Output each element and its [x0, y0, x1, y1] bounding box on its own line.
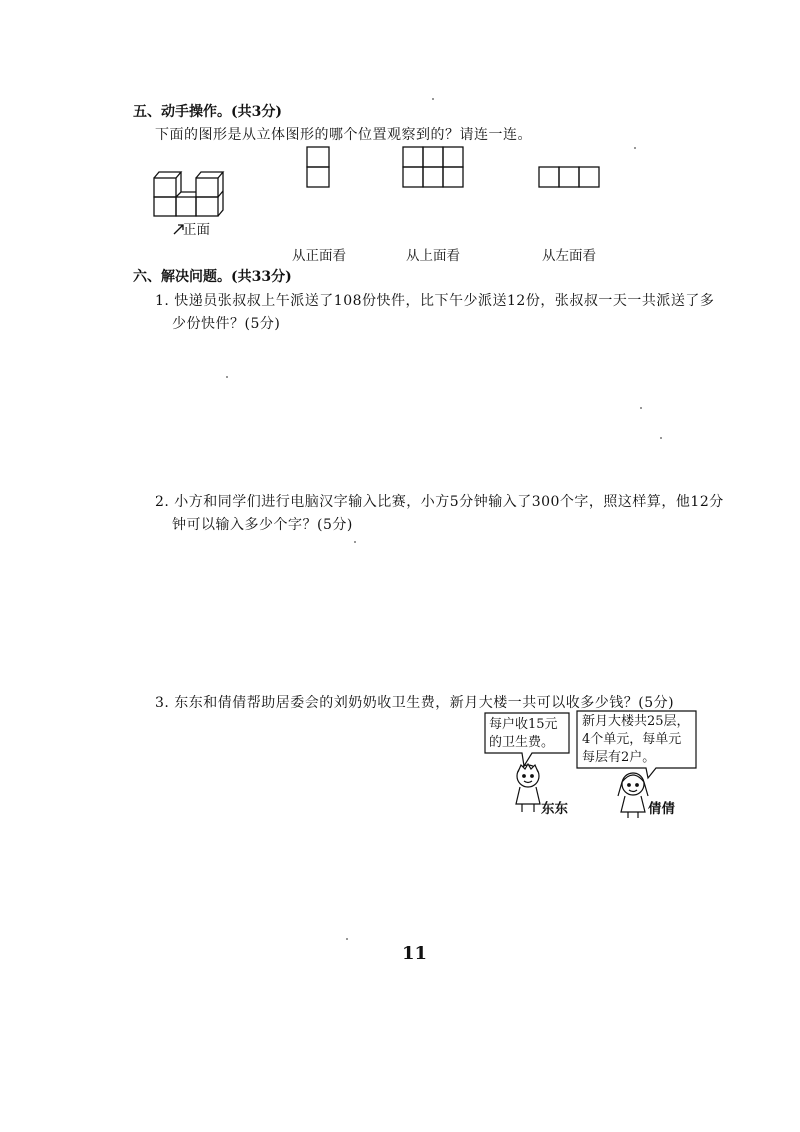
- name-dongdong: 东东: [541, 801, 568, 817]
- bubble-dongdong-line-2: 的卫生费。: [489, 735, 555, 750]
- scan-speck: [640, 407, 642, 409]
- scan-speck: [226, 376, 228, 378]
- name-qianqian: 倩倩: [648, 801, 675, 817]
- girl-character-icon: [614, 770, 652, 820]
- bubble-dongdong-line-1: 每户收15元: [489, 717, 558, 732]
- view-figure-3: [538, 166, 604, 190]
- problem-2-line-1: 2. 小方和同学们进行电脑汉字输入比赛，小方5分钟输入了300个字，照这样算，他12分: [155, 494, 724, 510]
- view-figure-2: [402, 146, 468, 190]
- section-6-title: 六、解决问题。(共33分): [133, 269, 292, 285]
- section-5-title: 五、动手操作。(共3分): [133, 104, 282, 120]
- page-number: 11: [402, 943, 428, 964]
- problem-2-line-2: 钟可以输入多少个字？(5分): [172, 517, 353, 533]
- bubble-qianqian-line-1: 新月大楼共25层，: [582, 714, 690, 729]
- scan-speck: [634, 147, 636, 149]
- problem-1-line-1: 1. 快递员张叔叔上午派送了108份快件，比下午少派送12份，张叔叔一天一共派送了多: [155, 293, 715, 309]
- problem-3-line-1: 3. 东东和倩倩帮助居委会的刘奶奶收卫生费，新月大楼一共可以收多少钱？(5分): [155, 695, 675, 711]
- problem-1-line-2: 少份快件？(5分): [172, 316, 281, 332]
- scan-speck: [660, 437, 662, 439]
- scan-speck: [354, 541, 356, 543]
- scan-speck: [432, 98, 434, 100]
- front-label: 正面: [183, 222, 210, 238]
- view-label-front: 从正面看: [292, 248, 346, 264]
- scan-speck: [346, 938, 348, 940]
- view-label-top: 从上面看: [406, 248, 460, 264]
- section-5-instruction: 下面的图形是从立体图形的哪个位置观察到的？请连一连。: [155, 127, 532, 143]
- view-figure-1: [306, 146, 332, 190]
- view-label-left: 从左面看: [542, 248, 596, 264]
- bubble-qianqian-line-2: 4个单元，每单元: [582, 732, 682, 747]
- bubble-qianqian-line-3: 每层有2户。: [582, 750, 656, 765]
